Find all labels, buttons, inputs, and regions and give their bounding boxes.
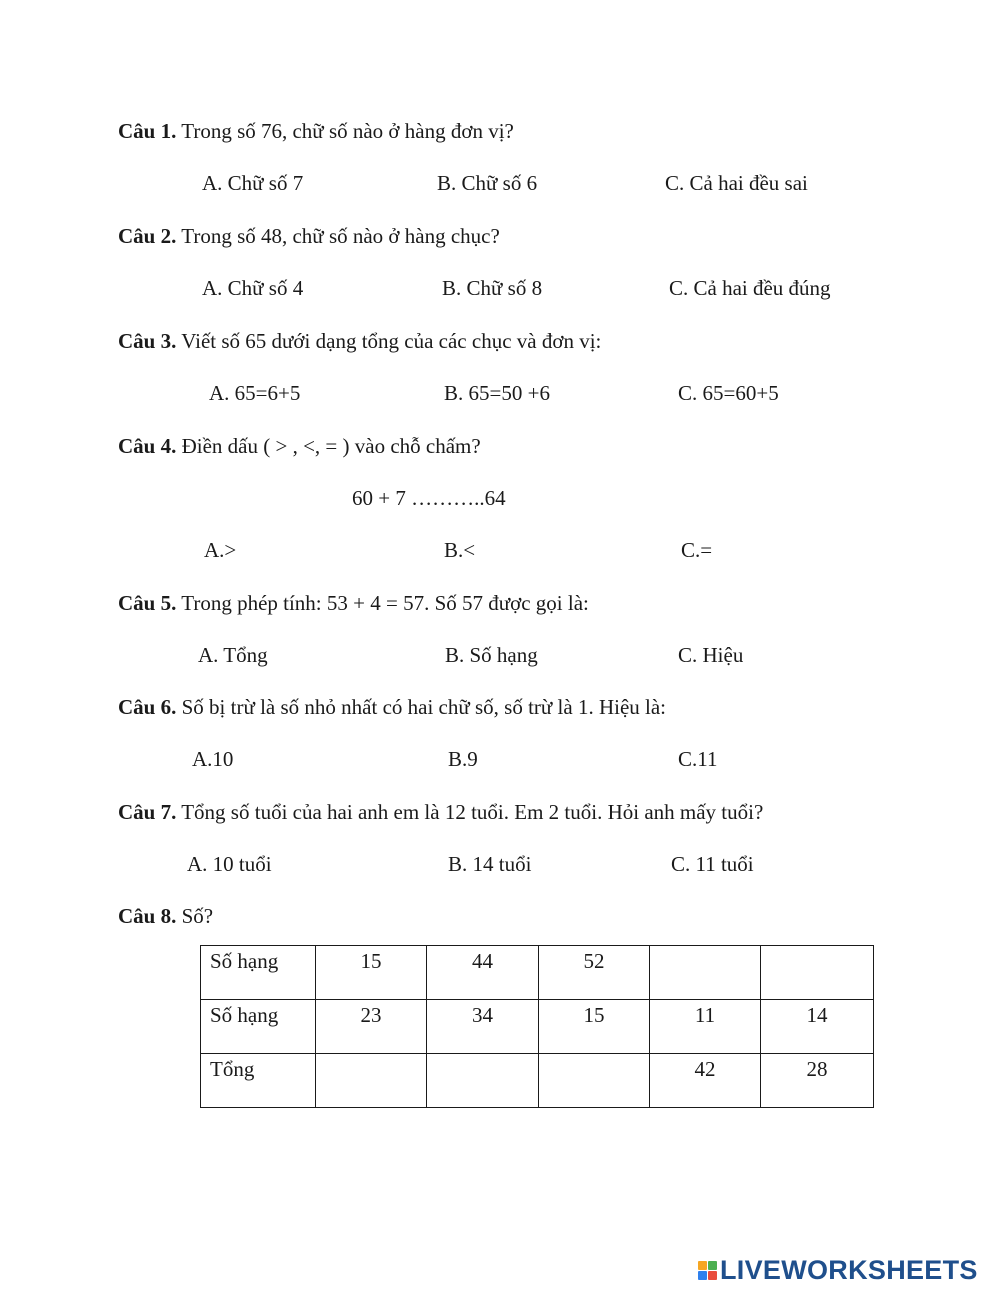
question-2: Câu 2. Trong số 48, chữ số nào ở hàng chục? <box>118 224 500 248</box>
table-cell: 34 <box>427 1000 539 1054</box>
q3-option-c[interactable]: C. 65=60+5 <box>678 381 779 405</box>
logo-mark-icon <box>698 1261 717 1280</box>
addition-table <box>200 945 874 1108</box>
question-3: Câu 3. Viết số 65 dưới dạng tổng của các chục và đơn vị: <box>118 329 602 353</box>
table-cell: 15 <box>316 946 427 1000</box>
row-label: Số hạng <box>201 1000 316 1054</box>
question-5: Câu 5. Trong phép tính: 53 + 4 = 57. Số 57 được gọi là: <box>118 591 589 615</box>
liveworksheets-logo[interactable] <box>698 1257 978 1284</box>
q2-option-c[interactable]: C. Cả hai đều đúng <box>669 276 831 300</box>
table-cell: 52 <box>539 946 650 1000</box>
q1-option-c[interactable]: C. Cả hai đều sai <box>665 171 808 195</box>
q4-option-c[interactable]: C.= <box>681 538 713 562</box>
q2-option-a[interactable]: A. Chữ số 4 <box>202 276 304 300</box>
q3-option-b[interactable]: B. 65=50 +6 <box>444 381 550 405</box>
q2-option-b[interactable]: B. Chữ số 8 <box>442 276 543 300</box>
table-cell: 11 <box>650 1000 761 1054</box>
row-label: Tổng <box>201 1054 316 1108</box>
q6-option-a[interactable]: A.10 <box>192 747 234 771</box>
q6-option-b[interactable]: B.9 <box>448 747 478 771</box>
q7-option-c[interactable]: C. 11 tuổi <box>671 852 754 876</box>
table-cell: 42 <box>650 1054 761 1108</box>
table-cell: 28 <box>761 1054 874 1108</box>
answer-cell[interactable] <box>316 1054 427 1108</box>
q5-option-a[interactable]: A. Tổng <box>198 643 268 667</box>
logo-tile <box>708 1261 717 1270</box>
row-label: Số hạng <box>201 946 316 1000</box>
table-row-addend-1 <box>201 946 874 1000</box>
q4-option-b[interactable]: B.< <box>444 538 476 562</box>
table-cell: 23 <box>316 1000 427 1054</box>
table-cell: 44 <box>427 946 539 1000</box>
answer-cell[interactable] <box>427 1054 539 1108</box>
q1-option-b[interactable]: B. Chữ số 6 <box>437 171 538 195</box>
question-7: Câu 7. Tổng số tuổi của hai anh em là 12 tuổi. Em 2 tuổi. Hỏi anh mấy tuổi? <box>118 800 764 824</box>
answer-cell[interactable] <box>650 946 761 1000</box>
q5-option-b[interactable]: B. Số hạng <box>445 643 538 667</box>
question-1: Câu 1. Trong số 76, chữ số nào ở hàng đơn vị? <box>118 119 514 143</box>
table-cell: 15 <box>539 1000 650 1054</box>
q6-option-c[interactable]: C.11 <box>678 747 718 771</box>
question-4: Câu 4. Điền dấu ( > , <, = ) vào chỗ chấm? <box>118 434 481 458</box>
q7-option-a[interactable]: A. 10 tuổi <box>187 852 272 876</box>
logo-tile <box>708 1271 717 1280</box>
question-8: Câu 8. Số? <box>118 904 214 928</box>
q4-expression: 60 + 7 ………..64 <box>352 486 506 510</box>
q4-option-a[interactable]: A.> <box>204 538 237 562</box>
answer-cell[interactable] <box>539 1054 650 1108</box>
q7-option-b[interactable]: B. 14 tuổi <box>448 852 532 876</box>
logo-text: LIVEWORKSHEETS <box>720 1255 978 1285</box>
q3-option-a[interactable]: A. 65=6+5 <box>209 381 301 405</box>
q5-option-c[interactable]: C. Hiệu <box>678 643 744 667</box>
answer-cell[interactable] <box>761 946 874 1000</box>
logo-tile <box>698 1261 707 1270</box>
question-6: Câu 6. Số bị trừ là số nhỏ nhất có hai chữ số, số trừ là 1. Hiệu là: <box>118 695 667 719</box>
table-row-sum <box>201 1054 874 1108</box>
q1-option-a[interactable]: A. Chữ số 7 <box>202 171 304 195</box>
logo-tile <box>698 1271 707 1280</box>
table-row-addend-2 <box>201 1000 874 1054</box>
table-cell: 14 <box>761 1000 874 1054</box>
